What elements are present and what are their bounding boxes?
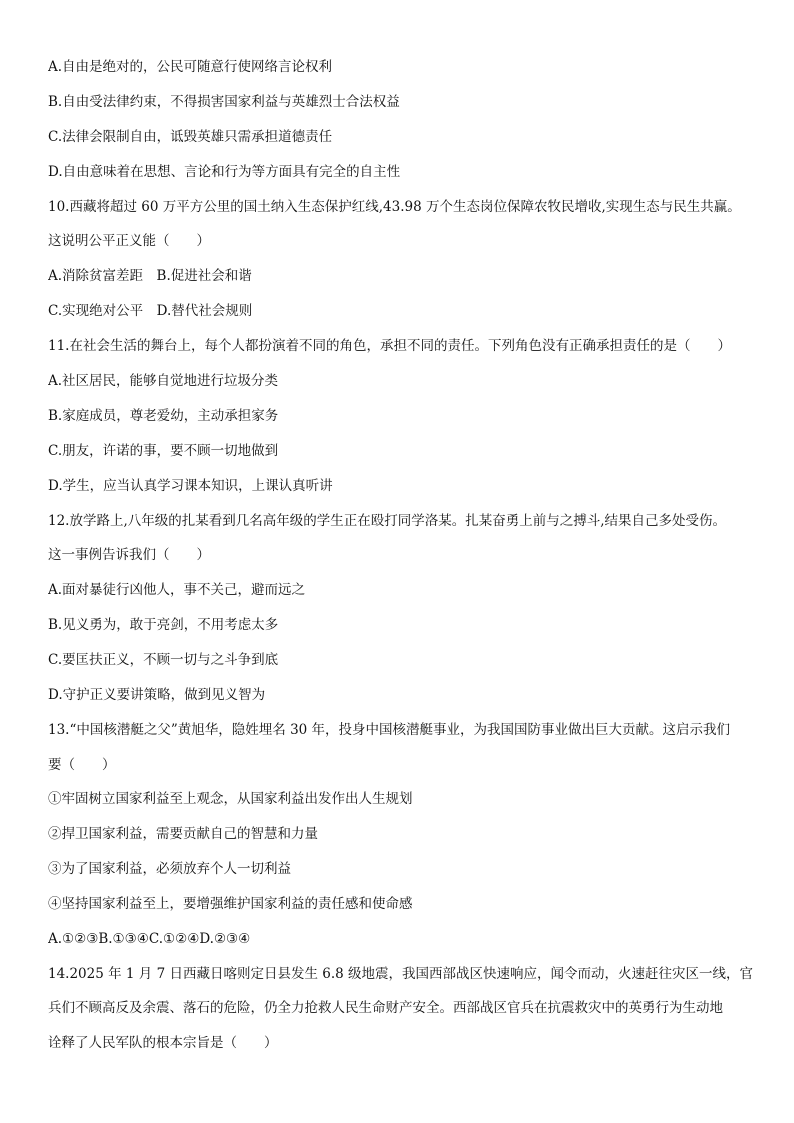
q9-option-a: A.自由是绝对的，公民可随意行使网络言论权利: [48, 59, 333, 75]
q12-option-c: C.要匡扶正义，不顾一切与之斗争到底: [48, 652, 279, 668]
q11-option-a: A.社区居民，能够自觉地进行垃圾分类: [48, 373, 279, 389]
q11-stem-line-1: 11.在社会生活的舞台上，每个人都扮演着不同的角色，承担不同的责任。下列角色没有正确承担责任的是（ ）: [48, 338, 731, 354]
q11-option-b: B.家庭成员，尊老爱幼，主动承担家务: [48, 408, 279, 424]
q13-stem-line-2: 要（ ）: [48, 757, 116, 773]
q11-option-d: D.学生，应当认真学习课本知识，上课认真听讲: [48, 478, 333, 494]
q14-stem-line-1: 14.2025 年 1 月 7 日西藏日喀则定日县发生 6.8 级地震，我国西部战区快速响应，闻令而动，火速赶往灾区一线，官: [48, 966, 754, 982]
q9-option-d: D.自由意味着在思想、言论和行为等方面具有完全的自主性: [48, 164, 401, 180]
q14-stem-line-3: 诠释了人民军队的根本宗旨是（ ）: [48, 1035, 278, 1051]
q10-options-ab: A.消除贫富差距 B.促进社会和谐: [48, 268, 252, 284]
q11-option-c: C.朋友，许诺的事，要不顾一切地做到: [48, 443, 279, 459]
q13-statement-2: ②捍卫国家利益，需要贡献自己的智慧和力量: [48, 826, 318, 842]
q14-stem-line-2: 兵们不顾高反及余震、落石的危险，仍全力抢救人民生命财产安全。西部战区官兵在抗震救灾中的英勇行为生动地: [48, 1000, 723, 1016]
q12-stem-line-1: 12.放学路上,八年级的扎某看到几名高年级的学生正在殴打同学洛某。扎某奋勇上前与之搏斗,结果自己多处受伤。: [48, 513, 727, 529]
q12-option-b: B.见义勇为，敢于亮剑，不用考虑太多: [48, 617, 279, 633]
q13-options: A.①②③B.①③④C.①②④D.②③④: [48, 931, 251, 947]
q10-options-cd: C.实现绝对公平 D.替代社会规则: [48, 303, 253, 319]
q13-statement-1: ①牢固树立国家利益至上观念，从国家利益出发作出人生规划: [48, 791, 413, 807]
q9-option-b: B.自由受法律约束，不得损害国家利益与英雄烈士合法权益: [48, 94, 400, 110]
q12-option-d: D.守护正义要讲策略，做到见义智为: [48, 687, 266, 703]
q10-stem-line-2: 这说明公平正义能（ ）: [48, 233, 210, 249]
q10-stem-line-1: 10.西藏将超过 60 万平方公里的国土纳入生态保护红线,43.98 万个生态岗位保障农牧民增收,实现生态与民生共赢。: [48, 199, 741, 215]
q13-stem-line-1: 13.“中国核潜艇之父”黄旭华，隐姓埋名 30 年，投身中国核潜艇事业，为我国国防事业做出巨大贡献。这启示我们: [48, 722, 731, 738]
q9-option-c: C.法律会限制自由，诋毁英雄只需承担道德责任: [48, 129, 333, 145]
q12-stem-line-2: 这一事例告诉我们（ ）: [48, 547, 210, 563]
q12-option-a: A.面对暴徒行凶他人，事不关己，避而远之: [48, 582, 306, 598]
q13-statement-4: ④坚持国家利益至上，要增强维护国家利益的责任感和使命感: [48, 896, 413, 912]
q13-statement-3: ③为了国家利益，必须放弃个人一切利益: [48, 861, 291, 877]
